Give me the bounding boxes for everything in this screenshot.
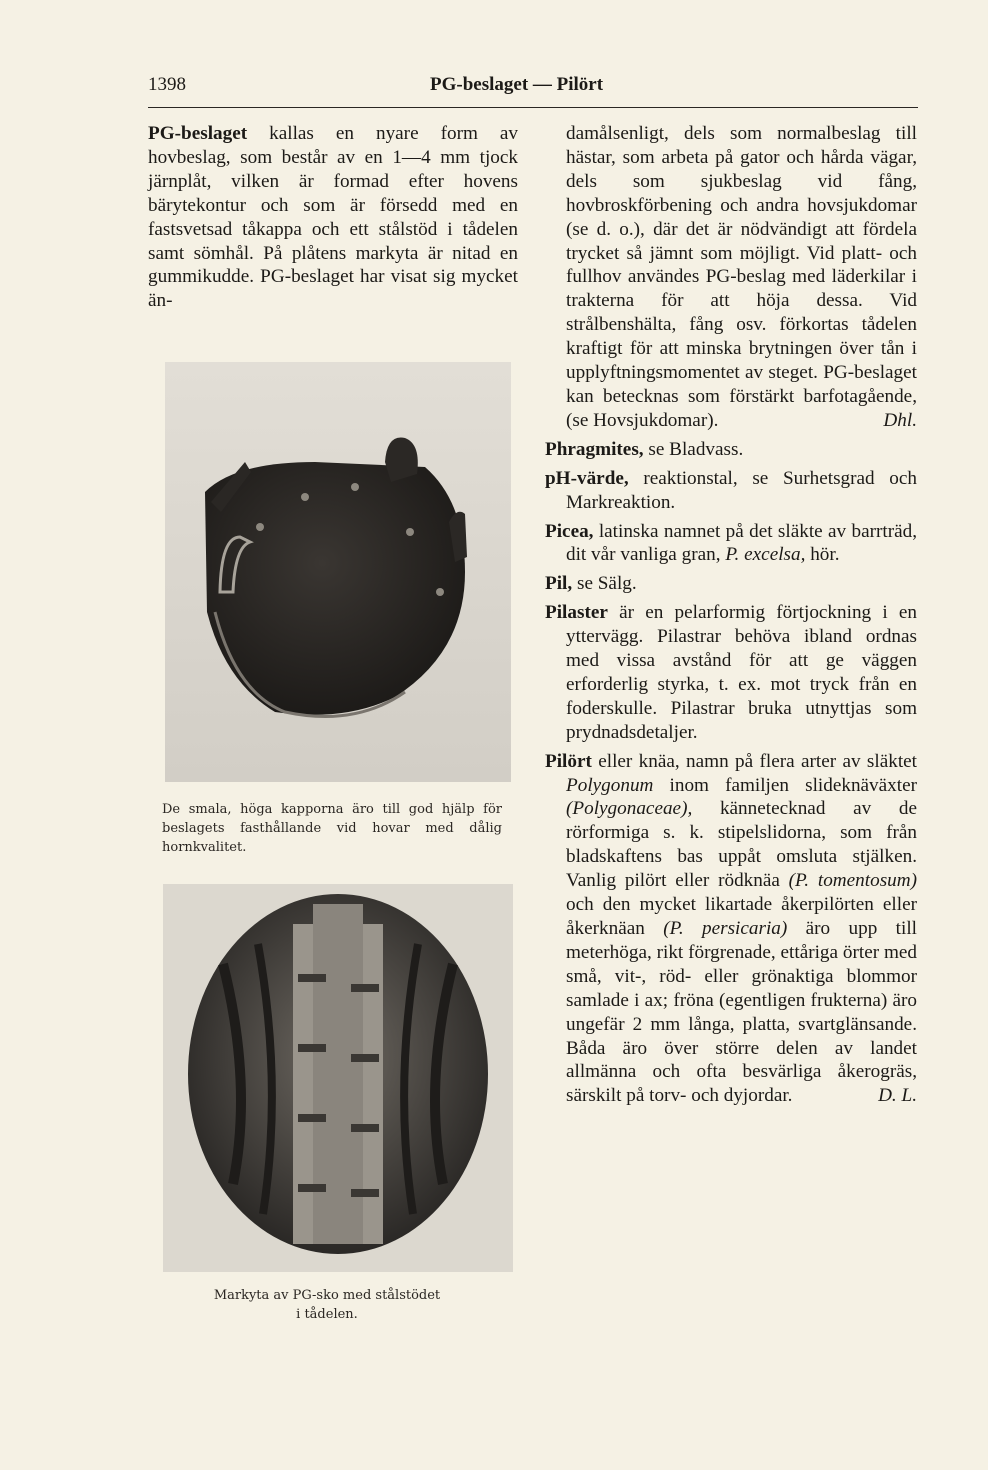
entry-text: äro upp till meterhöga, rikt förgrenade, ettåriga örter med små, vit-, röd- eller grönaktiga blommor samlade i ax; fröna (egentligen frukterna) äro ungefär 2 mm långa, platta, svartglänsande. Båda äro över större delen av landet allmänna och ofta besvärliga åkerogräs, särskilt på torv- och dyjordar. [566,918,917,1107]
entry-text: latinska namnet på det släkte av barrträd, dit vår vanliga gran, [566,520,917,566]
entry-text: se Bladvass. [643,438,744,460]
species-name: (P. persicaria) [663,918,788,939]
entry-pg-beslaget [148,122,518,313]
right-column [545,122,917,1113]
genus-name: Polygonum [566,774,654,796]
headword: Pilaster [545,602,608,624]
headword: Pil, [545,573,573,595]
figure2-caption [172,1286,482,1324]
entry-italic: P. excelsa, [725,544,806,566]
author-signature: Dhl. [883,409,917,431]
left-column [148,122,518,313]
figure-horseshoe-clips-photo [165,362,511,782]
page-number: 1398 [148,74,186,95]
running-title: PG-beslaget — Pilört [430,74,604,95]
headword: Phragmites, [545,438,644,460]
header-rule [148,107,918,108]
entry-pil [545,572,917,596]
family-name: (Polygonaceae), [566,798,693,820]
page-header [148,70,918,102]
entry-text: reaktionstal, se Surhetsgrad och Markreaktion. [566,467,917,513]
headword: Picea, [545,520,594,542]
entry-text: och den mycket likartade åkerpilörten eller åkerknäan [566,894,917,939]
author-signature: D. L. [878,1085,917,1107]
entry-text: eller knäa, namn på flera arter av släktet [591,750,917,772]
figure2-caption-line2: i tådelen. [296,1307,358,1322]
headword: PG-beslaget [148,123,248,144]
entry-phragmites [545,438,917,462]
entry-text: inom familjen slideknäväxter [653,774,917,796]
entry-ph-varde [545,467,917,515]
entry-text-end: hör. [805,544,840,566]
species-name: (P. tomentosum) [788,870,918,892]
entry-picea [545,520,917,568]
figure2-caption-line1: Markyta av PG-sko med stålstödet [213,1288,441,1303]
entry-pg-beslaget-continued [545,122,917,433]
entry-pilort [545,750,917,1109]
entry-text: damålsenligt, dels som normalbeslag till hästar, som arbeta på gator och hårda vägar, dels som sjukbeslag vid fång, hovbroskförbening och andra hovsjukdomar (se d. o.), där det är nödvändigt att fördela trycket så jämnt som möjligt. Vid platt- och fullhov användes PG-beslag med läderkilar i trakterna för att höja dessa. Vid strålbenshälta, fång osv. förkortas tådelen kraftigt för att minska brytningen över tån i upplyftningsmomentet av steget. PG-beslaget kan betecknas som förstärkt barfotagående, (se Hovsjukdomar). [566,123,917,431]
figure1-caption: De smala, höga kapporna äro till god hjälp för beslagets fasthållande vid hovar med dålig hornkvalitet. [162,802,502,855]
entry-text: är en pelarformig förtjockning i en yttervägg. Pilastrar behöva ibland ordnas med vissa avstånd för att ge väggen erforderlig styrka, t. ex. mot tryck från en foderskulle. Pilastrar bruka utnyttjas som prydnadsdetaljer. [566,602,917,743]
entry-text: kallas en nyare form av hovbeslag, som består av en 1—4 mm tjock järnplåt, vilken är formad efter hovens bärytekontur och som är försedd med en fastsvetsad tåkappa och ett stålstöd i tådelen samt sömhål. På plåtens markyta är nitad en gummikudde. PG-beslaget har visat sig mycket än- [148,123,518,312]
figure-pg-shoe-ground-surface-photo [163,884,513,1272]
entry-text: kännetecknad av de rörformiga s. k. stipelslidorna, som från bladskaftens bas uppåt omsluta stjälken. Vanlig pilört eller rödknäa [566,798,917,892]
headword: Pilört [545,750,592,772]
entry-pilaster [545,601,917,744]
headword: pH-värde, [545,467,629,489]
entry-text: se Sälg. [572,573,637,595]
